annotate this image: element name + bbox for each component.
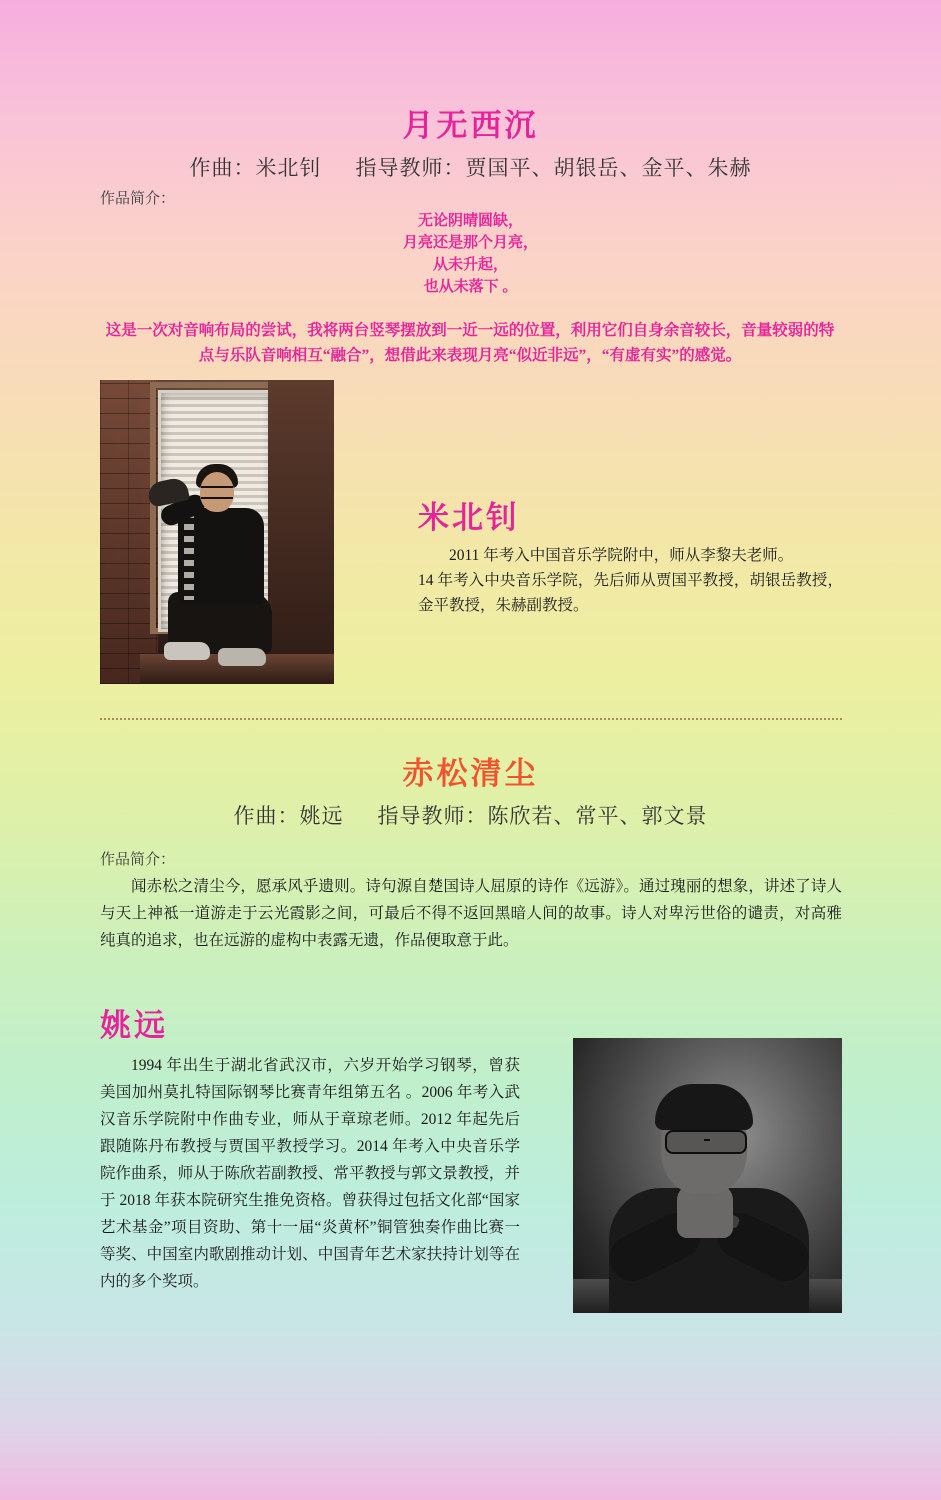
description-paragraph: 闻赤松之清尘今，愿承风乎遗则。诗句源自楚国诗人屈原的诗作《远游》。通过瑰丽的想象，讲述了诗人与天上神袛一道游走于云光霞影之间，可最后不得不返回黑暗人间的故事。诗人对卑污世俗的谴责，对高雅纯真的追求，也在远游的虚构中表露无遗，作品便取意于此。	[100, 878, 842, 949]
work1-composer: 米北钊	[255, 156, 322, 180]
work2-advisor-label: 指导教师：	[377, 804, 488, 828]
glasses-icon	[201, 486, 233, 499]
poem-line: 月亮还是那个月亮，	[402, 235, 538, 251]
glasses-icon	[665, 1130, 747, 1154]
work1-poem	[0, 210, 941, 298]
work1-description: 这是一次对音响布局的尝试，我将两台竖琴摆放到一近一远的位置，利用它们自身余音较长，音量较弱的特点与乐队音响相互“融合”，想借此来表现月亮“似近非远”，“有虚有实”的感觉。	[105, 322, 835, 364]
person-shoe	[218, 648, 266, 666]
work1-intro-label: 作品简介：	[100, 191, 176, 207]
work1-credits	[0, 152, 941, 182]
section-divider	[100, 718, 842, 720]
composer1-bio	[418, 543, 843, 618]
work1-advisor-label: 指导教师：	[355, 156, 466, 180]
person-stripe	[184, 512, 194, 600]
composer1-name: 米北钊	[418, 500, 520, 536]
work2-composer: 姚远	[299, 804, 344, 828]
composer2-photo	[573, 1038, 842, 1313]
bio-paragraph: 2011 年考入中国音乐学院附中，师从李黎夫老师。	[449, 547, 794, 564]
poem-line: 也从未落下 。	[423, 279, 518, 295]
poem-line: 无论阴晴圆缺，	[417, 213, 523, 229]
work2-credits	[0, 800, 941, 830]
work2-composer-label: 作曲：	[233, 804, 300, 828]
right-wall	[268, 380, 334, 684]
person-shoe	[164, 642, 210, 660]
poem-line: 从未升起，	[432, 257, 508, 273]
work2-intro-label: 作品简介：	[100, 852, 176, 868]
work2-advisors: 陈欣若、常平、郭文景	[487, 804, 708, 828]
composer1-photo	[100, 380, 334, 684]
person-hair	[655, 1084, 753, 1130]
composer2-bio	[100, 1052, 520, 1295]
work2-title: 赤松清尘	[402, 756, 539, 792]
work1-advisors: 贾国平、胡银岳、金平、朱赫	[465, 156, 752, 180]
work1-title: 月无西沉	[402, 108, 539, 144]
work2-description	[100, 873, 842, 954]
work1-composer-label: 作曲：	[189, 156, 256, 180]
composer2-name: 姚远	[100, 1008, 168, 1044]
bio-paragraph: 1994 年出生于湖北省武汉市，六岁开始学习钢琴，曾获美国加州莫扎特国际钢琴比赛青年组第五名 。2006 年考入武汉音乐学院附中作曲专业，师从于章琼老师。2012 年起先后跟随陈丹布教授与贾国平教授学习。2014 年考入中央音乐学院作曲系，师从于陈欣若副教授、常平教授与郭文景教授，并于 2018 年获本院研究生推免资格。曾获得过包括文化部“国家艺术基金”项目资助、第十一届“炎黄杯”铜管独奏作曲比赛一等奖、中国室内歌剧推动计划、中国青年艺术家扶持计划等在内的多个奖项。	[100, 1057, 520, 1290]
bio-paragraph: 14 年考入中央音乐学院，先后师从贾国平教授，胡银岳教授，金平教授，朱赫副教授。	[418, 572, 843, 614]
